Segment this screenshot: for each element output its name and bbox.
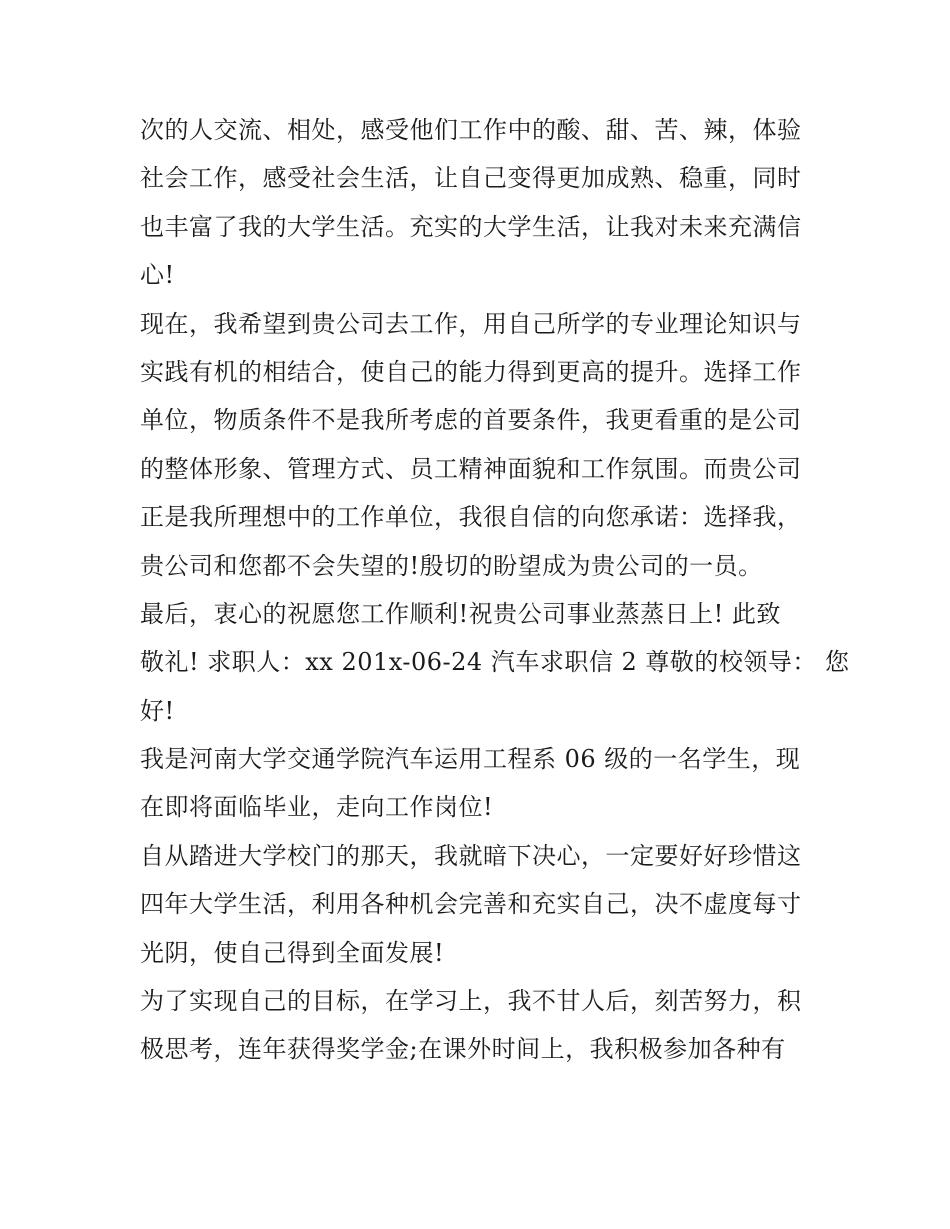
text-line: 自从踏进大学校门的那天，我就暗下决心，一定要好好珍惜这 [140, 841, 802, 870]
text-line: 现在，我希望到贵公司去工作，用自己所学的专业理论知识与 [140, 309, 802, 338]
text-line: 的整体形象、管理方式、员工精神面貌和工作氛围。而贵公司 [140, 454, 802, 483]
text-line: 次的人交流、相处，感受他们工作中的酸、甜、苦、辣，体验 [140, 116, 802, 144]
text-line: 四年大学生活，利用各种机会完善和充实自己，决不虚度每寸 [140, 890, 802, 919]
text-line: 最后，衷心的祝愿您工作顺利!祝贵公司事业蒸蒸日上! 此致 [140, 599, 781, 628]
document-body [140, 106, 850, 1074]
text-line: 心! [140, 261, 175, 290]
text-line: 我是河南大学交通学院汽车运用工程系 06 级的一名学生，现 [140, 745, 801, 774]
text-line: 为了实现自己的目标，在学习上，我不甘人后，刻苦努力，积 [140, 987, 802, 1016]
text-line: 在即将面临毕业，走向工作岗位! [140, 793, 494, 822]
text-line: 实践有机的相结合，使自己的能力得到更高的提升。选择工作 [140, 357, 802, 386]
text-line: 单位，物质条件不是我所考虑的首要条件，我更看重的是公司 [140, 406, 802, 435]
text-line: 正是我所理想中的工作单位，我很自信的向您承诺：选择我， [140, 503, 802, 532]
text-line: 贵公司和您都不会失望的!殷切的盼望成为贵公司的一员。 [140, 551, 763, 580]
text-line: 敬礼! 求职人：xx 201x-06-24 汽车求职信 2 尊敬的校领导： 您 [140, 648, 850, 677]
text-line: 好! [140, 696, 175, 725]
text-line: 也丰富了我的大学生活。充实的大学生活，让我对未来充满信 [140, 212, 802, 241]
text-line: 社会工作，感受社会生活，让自己变得更加成熟、稳重，同时 [140, 164, 802, 193]
text-line: 极思考，连年获得奖学金;在课外时间上，我积极参加各种有 [140, 1035, 786, 1064]
text-line: 光阴，使自己得到全面发展! [140, 938, 445, 967]
